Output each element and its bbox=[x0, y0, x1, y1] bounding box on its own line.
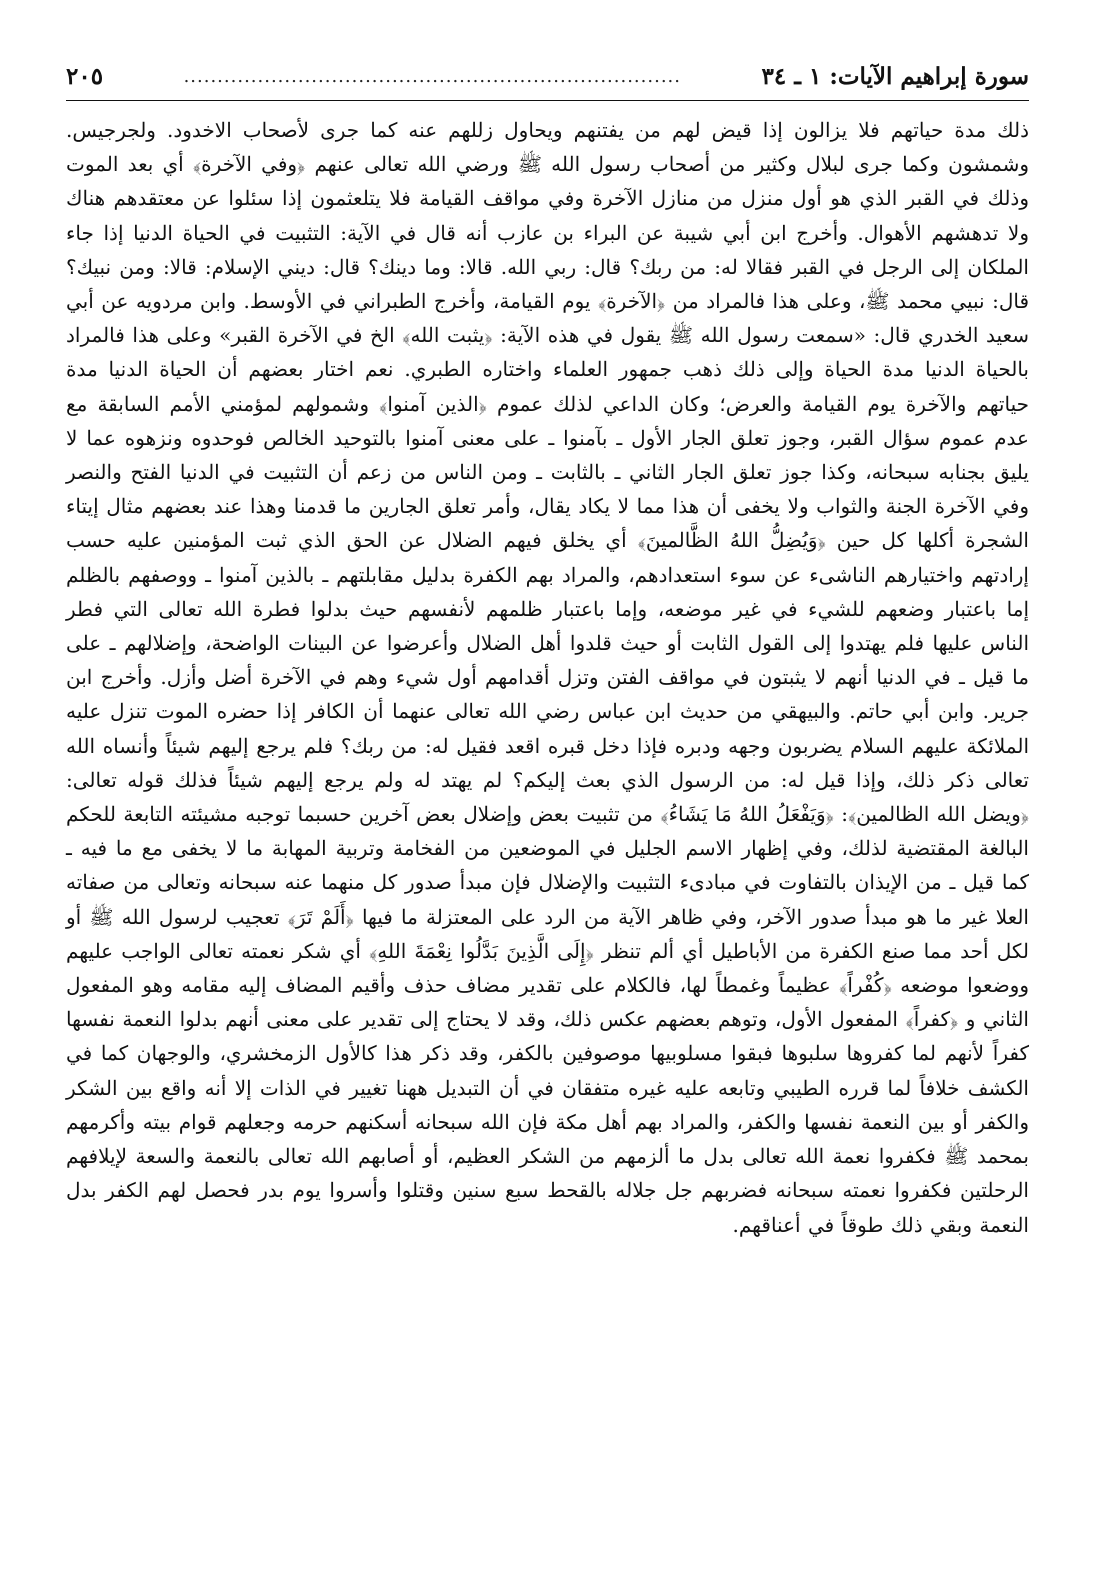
header-dot-leader: .......................................................................... bbox=[183, 65, 681, 87]
running-header bbox=[66, 56, 1029, 96]
page-number: ٢٠٥ bbox=[66, 62, 104, 90]
commentary-body bbox=[66, 113, 1029, 1242]
commentary-paragraph: ذلك مدة حياتهم فلا يزالون إذا قيض لهم من يفتنهم ويحاول زللهم عنه كما جرى لأصحاب الاخدود. ولجرجيس. وشمشون وكما جرى لبلال وكثير من أصحاب رسول الله ﷺ ورضي الله تعالى عنهم ﴿وفي الآخرة﴾ أي بعد الموت وذلك في القبر الذي هو أول منزل من منازل الآخرة وفي مواقف القيامة فلا يتلعثمون إذا سئلوا عن معتقدهم هناك ولا تدهشهم الأهوال. وأخرج ابن أبي شيبة عن البراء بن عازب أنه قال في الآية: التثبيت في الحياة الدنيا إذا جاء الملكان إلى الرجل في القبر فقالا له: من ربك؟ قال: ربي الله. قالا: وما دينك؟ قال: ديني الإسلام: قالا: ومن نبيك؟ قال: نبيي محمد ﷺ، وعلى هذا فالمراد من ﴿الآخرة﴾ يوم القيامة، وأخرج الطبراني في الأوسط. وابن مردويه عن أبي سعيد الخدري قال: «سمعت رسول الله ﷺ يقول في هذه الآية: ﴿يثبت الله﴾ الخ في الآخرة القبر» وعلى هذا فالمراد بالحياة الدنيا مدة الحياة وإلى ذلك ذهب جمهور العلماء واختاره الطبري. نعم اختار بعضهم أن الحياة الدنيا مدة حياتهم والآخرة يوم القيامة والعرض؛ وكان الداعي لذلك عموم ﴿الذين آمنوا﴾ وشمولهم لمؤمني الأمم السابقة مع عدم عموم سؤال القبر، وجوز تعلق الجار الأول ـ بآمنوا ـ على معنى آمنوا بالتوحيد الخالص فوحدوه ونزهوه عما لا يليق بجنابه سبحانه، وكذا جوز تعلق الجار الثاني ـ بالثابت ـ ومن الناس من زعم أن التثبيت في الدنيا الفتح والنصر وفي الآخرة الجنة والثواب ولا يخفى أن هذا مما لا يكاد يقال، وأمر تعلق الجارين ما قدمنا وهذا عند بعضهم مثال إيتاء الشجرة أكلها كل حين ﴿وَيُضِلُّ اللهُ الظَّالمينَ﴾ أي يخلق فيهم الضلال عن الحق الذي ثبت المؤمنين عليه حسب إرادتهم واختيارهم الناشىء عن سوء استعدادهم، والمراد بهم الكفرة بدليل مقابلتهم ـ بالذين آمنوا ـ ووصفهم بالظلم إما باعتبار وضعهم للشيء في غير موضعه، وإما باعتبار ظلمهم لأنفسهم حيث بدلوا فطرة الله تعالى التي فطر الناس عليها فلم يهتدوا إلى القول الثابت أو حيث قلدوا أهل الضلال وأعرضوا عن البينات الواضحة، وإضلالهم ـ على ما قيل ـ في الدنيا أنهم لا يثبتون في مواقف الفتن وتزل أقدامهم أول شيء وهم في الآخرة أضل وأزل. وأخرج ابن جرير. وابن أبي حاتم. والبيهقي من حديث ابن عباس رضي الله تعالى عنهما أن الكافر إذا حضره الموت تنزل عليه الملائكة عليهم السلام يضربون وجهه ودبره فإذا دخل قبره اقعد فقيل له: من ربك؟ فلم يرجع إليهم شيئاً وأنساه الله تعالى ذكر ذلك، وإذا قيل له: من الرسول الذي بعث إليكم؟ لم يهتد له ولم يرجع إليهم شيئاً فذلك قوله تعالى: ﴿ويضل الله الظالمين﴾: ﴿وَيَفْعَلُ اللهُ مَا يَشَاءُ﴾ من تثبيت بعض وإضلال بعض آخرين حسبما توجبه مشيئته التابعة للحكم البالغة المقتضية لذلك، وفي إظهار الاسم الجليل في الموضعين من الفخامة وتربية المهابة ما لا يخفى مع ما فيه ـ كما قيل ـ من الإيذان بالتفاوت في مبادىء التثبيت والإضلال فإن مبدأ صدور كل منهما عنه سبحانه وتعالى من صفاته العلا غير ما هو مبدأ صدور الآخر، وفي ظاهر الآية من الرد على المعتزلة ما فيها ﴿أَلَمْ تَرَ﴾ تعجيب لرسول الله ﷺ أو لكل أحد مما صنع الكفرة من الأباطيل أي ألم تنظر ﴿إِلَى الَّذِينَ بَدَّلُوا نِعْمَةَ اللهِ﴾ أي شكر نعمته تعالى الواجب عليهم ووضعوا موضعه ﴿كُفْراً﴾ عظيماً وغمطاً لها، فالكلام على تقدير مضاف حذف وأقيم المضاف إليه مقامه وهو المفعول الثاني و ﴿كفراً﴾ المفعول الأول، وتوهم بعضهم عكس ذلك، وقد لا يحتاج إلى تقدير على معنى أنهم بدلوا النعمة نفسها كفراً لأنهم لما كفروها سلبوها فبقوا مسلوبيها موصوفين بالكفر، وقد ذكر هذا كالأول الزمخشري، والوجهان كما في الكشف خلافاً لما قرره الطيبي وتابعه عليه غيره متفقان في أن التبديل ههنا تغيير في الذات إلا أنه واقع بين الشكر والكفر أو بين النعمة نفسها والكفر، والمراد بهم أهل مكة فإن الله سبحانه أسكنهم حرمه وجعلهم قوام بيته وأكرمهم بمحمد ﷺ فكفروا نعمة الله تعالى بدل ما ألزمهم من الشكر العظيم، أو أصابهم الله تعالى بالنعمة والسعة لإيلافهم الرحلتين فكفروا نعمته سبحانه فضربهم جل جلاله بالقحط سبع سنين وقتلوا وأسروا يوم بدر فحصل لهم الكفر بدل النعمة وبقي ذلك طوقاً في أعناقهم. bbox=[66, 118, 1030, 1237]
header-rule bbox=[66, 100, 1029, 101]
surah-header-title: سورة إبراهيم الآيات: ١ ـ ٣٤ bbox=[761, 62, 1029, 90]
